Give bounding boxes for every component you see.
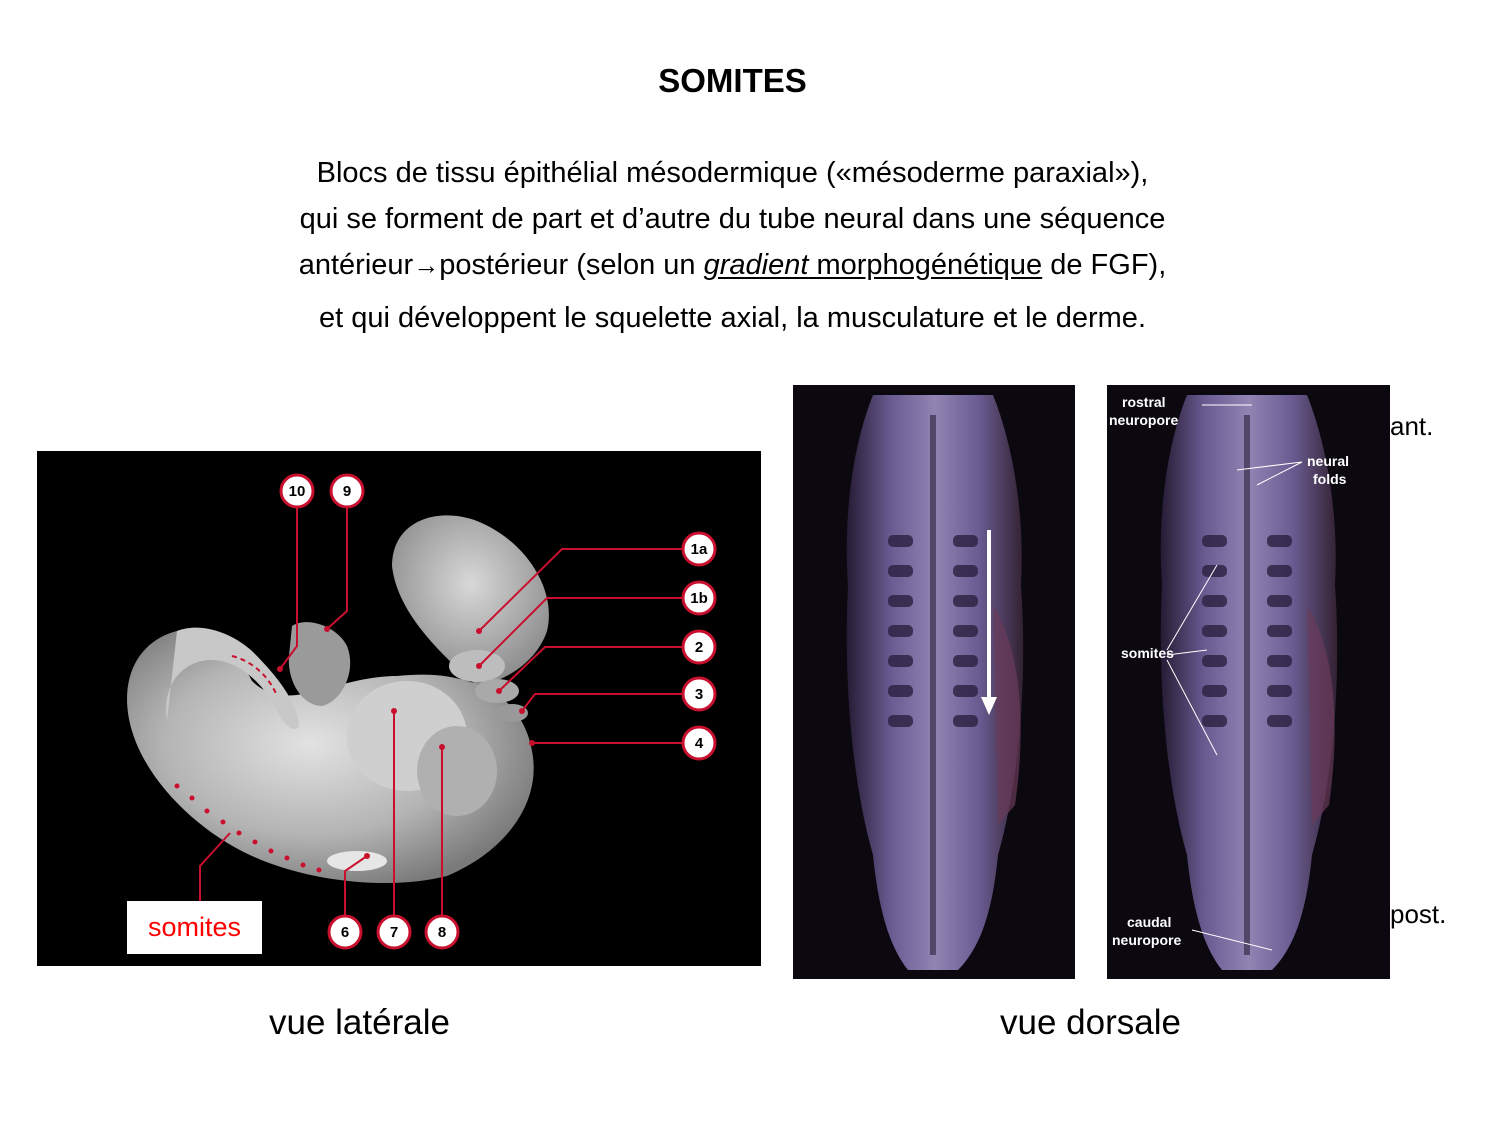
lateral-view-image <box>37 451 761 966</box>
lateral-view-caption: vue latérale <box>269 1003 450 1042</box>
marker-6 <box>329 916 361 948</box>
marker-9 <box>331 475 363 507</box>
svg-text:8: 8 <box>437 924 447 941</box>
marker-7 <box>378 916 410 948</box>
description-line-3: antérieur→postérieur (selon un gradient morphogénétique de FGF), <box>298 249 1167 281</box>
svg-text:9: 9 <box>342 483 352 500</box>
posterior-label: post. <box>1390 899 1447 929</box>
label-neural: neural <box>1307 453 1350 469</box>
dorsal-view-image-arrow <box>793 385 1075 979</box>
label-rostral: rostral <box>1122 394 1166 410</box>
svg-text:3: 3 <box>694 686 704 703</box>
arrow-icon: → <box>413 250 440 280</box>
svg-text:7: 7 <box>389 924 399 941</box>
marker-2 <box>683 631 715 663</box>
svg-text:2: 2 <box>694 639 704 656</box>
svg-text:4: 4 <box>694 735 704 752</box>
marker-4 <box>683 727 715 759</box>
label-caudal: caudal <box>1127 914 1172 930</box>
svg-text:1a: 1a <box>690 541 708 558</box>
label-neuropore-top: neuropore <box>1109 412 1179 428</box>
page-title: SOMITES <box>658 62 807 99</box>
marker-1a <box>683 533 715 565</box>
marker-1b <box>683 582 715 614</box>
marker-10 <box>281 475 313 507</box>
label-somites-dorsal: somites <box>1121 645 1174 661</box>
label-neuropore-bottom: neuropore <box>1112 932 1182 948</box>
marker-8 <box>426 916 458 948</box>
description-line-4: et qui développent le squelette axial, la musculature et le derme. <box>319 302 1146 334</box>
label-folds: folds <box>1313 471 1347 487</box>
dorsal-view-caption: vue dorsale <box>1000 1003 1181 1042</box>
svg-text:10: 10 <box>288 483 306 500</box>
description-line-2: qui se forment de part et d’autre du tube neural dans une séquence <box>299 203 1166 235</box>
svg-text:6: 6 <box>340 924 350 941</box>
anterior-label: ant. <box>1390 411 1434 441</box>
dorsal-view-image-labeled <box>1107 385 1390 979</box>
somites-label: somites <box>127 901 262 954</box>
marker-3 <box>683 678 715 710</box>
svg-text:1b: 1b <box>690 590 708 607</box>
underlined-term: gradient morphogénétique <box>703 249 1043 281</box>
description-line-1: Blocs de tissu épithélial mésodermique («mésoderme paraxial»), <box>316 157 1149 189</box>
